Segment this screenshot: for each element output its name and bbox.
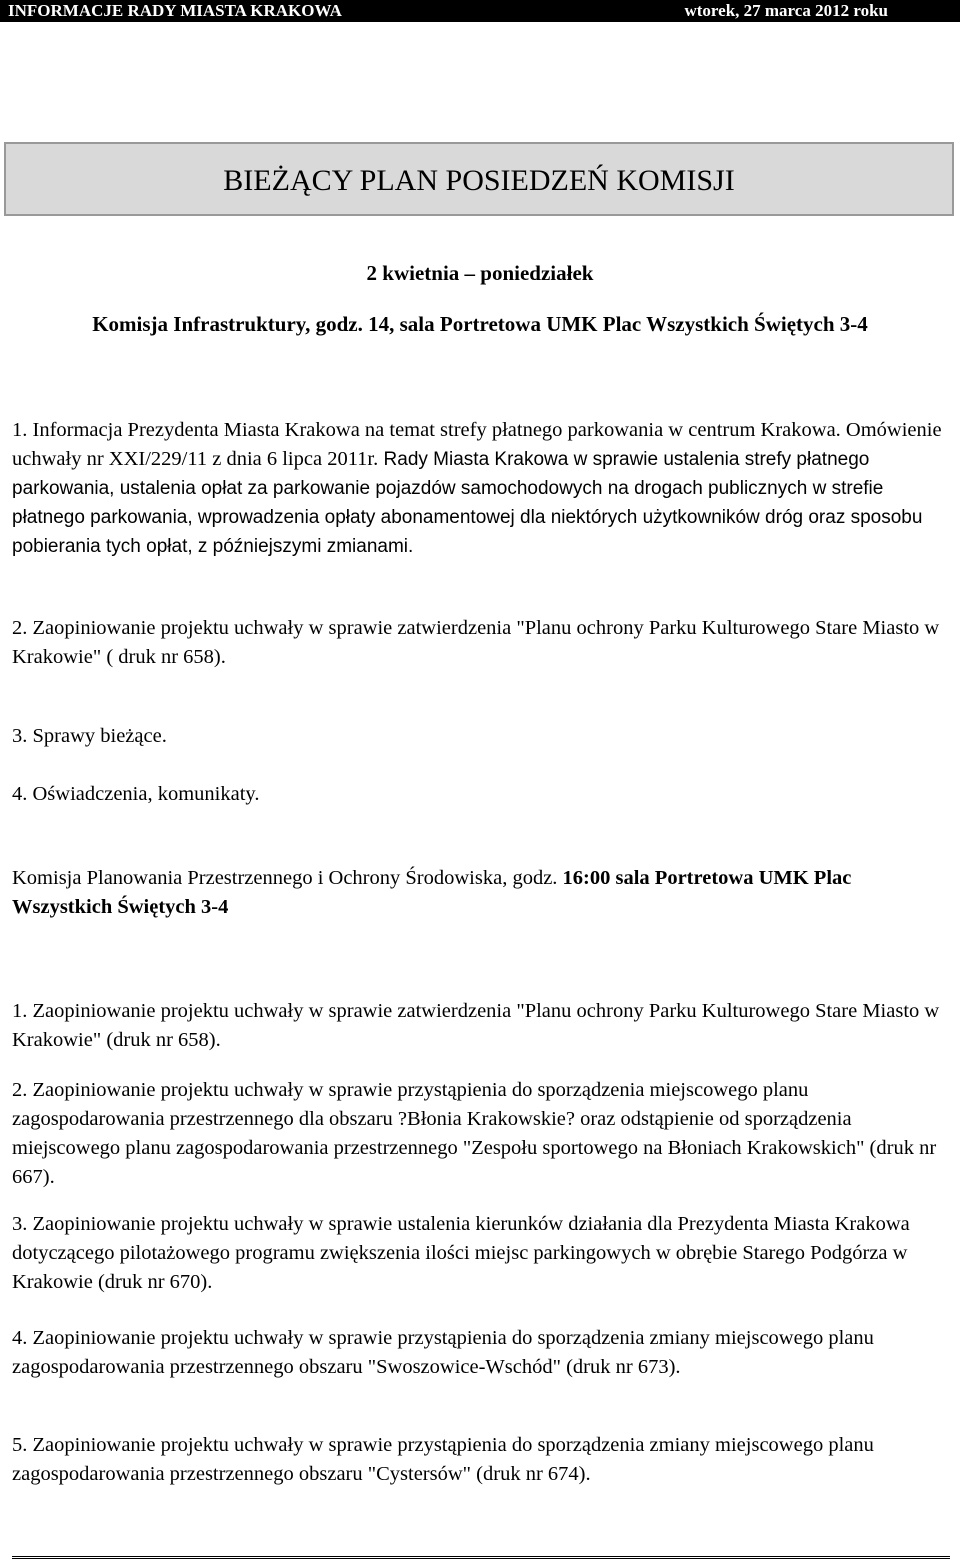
agenda-item-text-continuation: Rady Miasta Krakowa w sprawie ustalenia strefy płatnego parkowania, ustalenia opłat za parkowanie pojazdów samochodowych na drogach publicznych w strefie płatnego parkowania, wprowadzenia opłaty abonamentowej dla niektórych użytkowników dróg oraz sposobu pobierania tych opłat, z późniejszymi zmianami. bbox=[12, 449, 923, 557]
agenda-item-infrastructure-4: 4. Oświadczenia, komunikaty. bbox=[12, 783, 260, 805]
agenda-item-infrastructure-3: 3. Sprawy bieżące. bbox=[12, 725, 167, 747]
meeting-heading-infrastructure: Komisja Infrastruktury, godz. 14, sala Portretowa UMK Plac Wszystkich Świętych 3-4 bbox=[92, 312, 868, 336]
title-box bbox=[4, 142, 954, 216]
page-title: BIEŻĄCY PLAN POSIEDZEŃ KOMISJI bbox=[223, 164, 735, 197]
header-date: wtorek, 27 marca 2012 roku bbox=[684, 1, 888, 20]
agenda-item-planning-1: 1. Zaopiniowanie projektu uchwały w sprawie zatwierdzenia "Planu ochrony Parku Kulturowego Stare Miasto w Krakowie" (druk nr 658). bbox=[12, 1000, 940, 1051]
meeting-heading-planning-time-place: 16:00 sala Portretowa UMK Plac Wszystkich Świętych 3-4 bbox=[12, 867, 852, 918]
footer-divider bbox=[12, 1556, 950, 1559]
agenda-item-planning-5: 5. Zaopiniowanie projektu uchwały w sprawie przystąpienia do sporządzenia zmiany miejscowego planu zagospodarowania przestrzennego obszaru "Cystersów" (druk nr 674). bbox=[12, 1434, 874, 1485]
header-publication-name: INFORMACJE RADY MIASTA KRAKOWA bbox=[8, 1, 342, 20]
meeting-heading-planning-name: Komisja Planowania Przestrzennego i Ochrony Środowiska, godz. bbox=[12, 867, 563, 889]
meeting-heading-planning bbox=[12, 864, 942, 922]
agenda-item-planning-3: 3. Zaopiniowanie projektu uchwały w sprawie ustalenia kierunków działania dla Prezydenta Miasta Krakowa dotyczącego pilotażowego programu zwiększenia ilości miejsc parkingowych w obrębie Starego Podgórza w Krakowie (druk nr 670). bbox=[12, 1213, 910, 1293]
agenda-item-text: 1. Informacja Prezydenta Miasta Krakowa na temat strefy płatnego parkowania w centrum Krakowa. Omówienie uchwały nr XXI/229/11 z dnia 6 lipca 2011r. bbox=[12, 419, 942, 470]
agenda-item-infrastructure-2: 2. Zaopiniowanie projektu uchwały w sprawie zatwierdzenia "Planu ochrony Parku Kulturowego Stare Miasto w Krakowie" ( druk nr 658). bbox=[12, 617, 940, 668]
agenda-item-planning-4: 4. Zaopiniowanie projektu uchwały w sprawie przystąpienia do sporządzenia zmiany miejscowego planu zagospodarowania przestrzennego obszaru "Swoszowice-Wschód" (druk nr 673). bbox=[12, 1327, 874, 1378]
agenda-item-planning-2: 2. Zaopiniowanie projektu uchwały w sprawie przystąpienia do sporządzenia miejscowego planu zagospodarowania przestrzennego dla obszaru ?Błonia Krakowskie? oraz odstąpienie od sporządzenia miejscowego planu zagospodarowania przestrzennego "Zespołu sportowego na Błoniach Krakowskich" (druk nr 667). bbox=[12, 1079, 937, 1188]
date-heading: 2 kwietnia – poniedziałek bbox=[366, 261, 594, 285]
agenda-item-infrastructure-1 bbox=[12, 416, 942, 561]
header-bar bbox=[0, 0, 960, 22]
